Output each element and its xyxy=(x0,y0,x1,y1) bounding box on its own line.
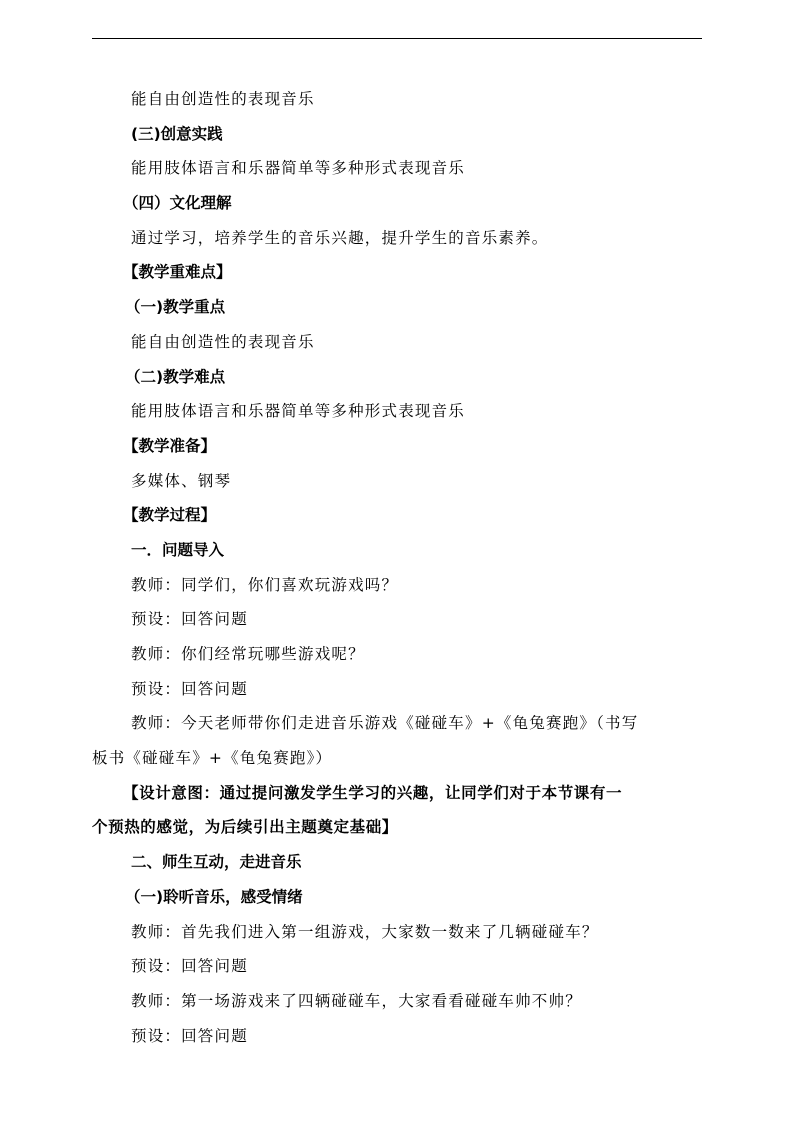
section-heading-interaction: 二、师生互动，走进音乐 xyxy=(131,853,302,872)
dialogue-line: 预设：回答问题 xyxy=(131,1026,248,1045)
subheading-listening: （一)聆听音乐，感受情绪 xyxy=(125,887,303,906)
dialogue-line: 教师：首先我们进入第一组游戏，大家数一数来了几辆碰碰车？ xyxy=(131,922,599,941)
dialogue-line: 教师：同学们，你们喜欢玩游戏吗？ xyxy=(131,575,399,594)
dialogue-line: 预设：回答问题 xyxy=(131,957,248,976)
dialogue-line: 教师：第一场游戏来了四辆碰碰车，大家看看碰碰车帅不帅？ xyxy=(131,991,582,1010)
dialogue-line-continuation: 板书《碰碰车》+《龟兔赛跑》） xyxy=(92,749,333,768)
subheading-creative-practice: (三)创意实践 xyxy=(131,124,223,143)
body-paragraph: 能自由创造性的表现音乐 xyxy=(131,90,315,108)
subheading-difficult-points: （二)教学难点 xyxy=(125,367,226,386)
dialogue-line: 教师：你们经常玩哪些游戏呢？ xyxy=(131,645,365,663)
section-heading-key-difficult-points: 【教学重难点】 xyxy=(123,263,232,282)
subheading-cultural-understanding: （四）文化理解 xyxy=(123,194,232,213)
dialogue-line: 教师：今天老师带你们走进音乐游戏《碰碰车》+《龟兔赛跑》（书写 xyxy=(131,714,639,733)
section-heading-introduction: 一．问题导入 xyxy=(131,540,225,559)
body-paragraph: 多媒体、钢琴 xyxy=(131,471,232,490)
body-paragraph: 能自由创造性的表现音乐 xyxy=(131,332,315,351)
dialogue-line: 预设：回答问题 xyxy=(131,610,248,629)
design-intent-note: 【设计意图：通过提问激发学生学习的兴趣，让同学们对于本节课有一 xyxy=(123,783,623,802)
design-intent-note-continuation: 个预热的感觉，为后续引出主题奠定基础】 xyxy=(92,818,398,837)
section-heading-preparation: 【教学准备】 xyxy=(123,436,217,455)
section-heading-process: 【教学过程】 xyxy=(123,506,217,525)
header-rule xyxy=(92,38,702,39)
body-paragraph: 通过学习，培养学生的音乐兴趣，提升学生的音乐素养。 xyxy=(131,228,549,247)
subheading-key-points: （一)教学重点 xyxy=(125,298,226,317)
dialogue-line: 预设：回答问题 xyxy=(131,679,248,698)
body-paragraph: 能用肢体语言和乐器简单等多种形式表现音乐 xyxy=(131,402,466,421)
document-body xyxy=(92,82,704,1053)
body-paragraph: 能用肢体语言和乐器简单等多种形式表现音乐 xyxy=(131,159,466,178)
